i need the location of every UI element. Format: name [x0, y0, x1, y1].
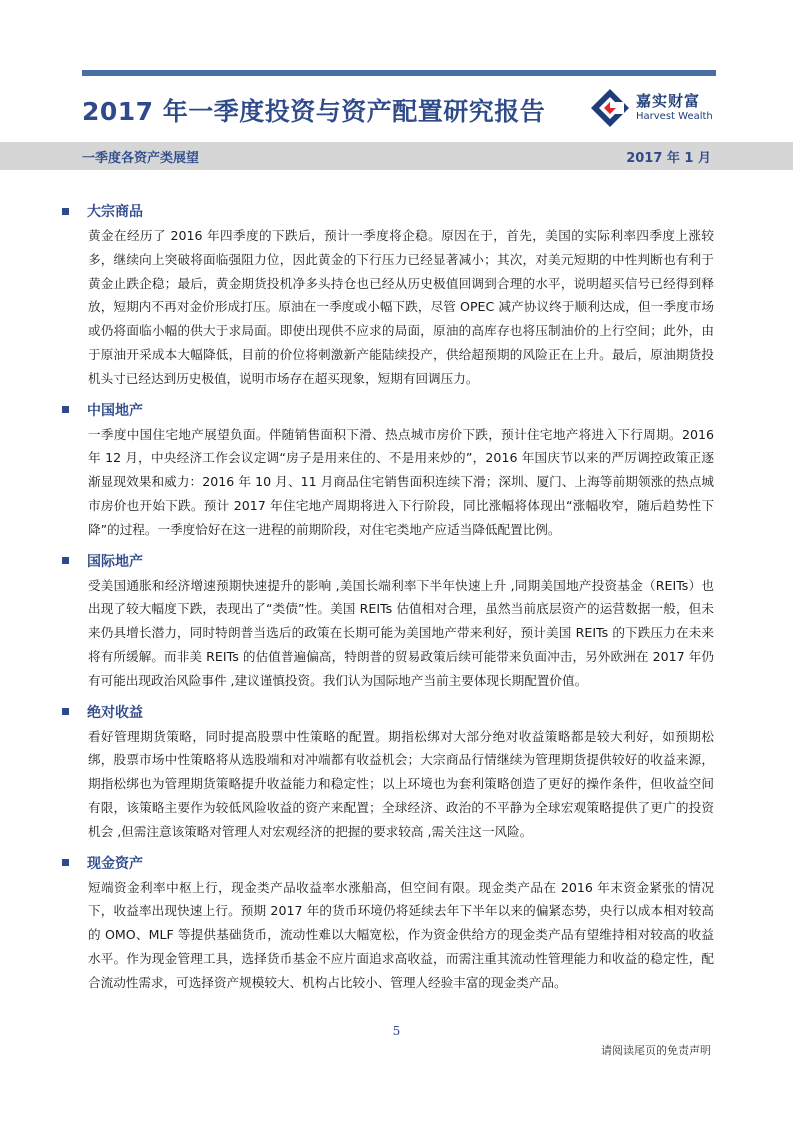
- section-bullet-icon: [62, 406, 69, 413]
- section-header: [58, 548, 718, 574]
- harvest-wealth-logo: [590, 88, 720, 128]
- section-bullet-icon: [62, 859, 69, 866]
- section-body: 黄金在经历了 2016 年四季度的下跌后，预计一季度将企稳。原因在于，首先，美国的实际利率四季度上涨较多，继续向上突破将面临强阻力位，因此黄金的下行压力已经显著减小；其次，对美元短期的中性判断也有利于黄金止跌企稳；最后，黄金期货投机净多头持仓也已经从历史极值回调到合理的水平，说明超买信号已经得到释放，短期内不再对金价形成打压。原油在一季度或小幅下跌，尽管 OPEC 减产协议终于顺利达成，但一季度市场或仍将面临小幅的供大于求局面。即使出现供不应求的局面，原油的高库存也将压制油价的上行空间；此外，由于原油开采成本大幅降低，目前的价位将刺激新产能陆续投产，供给超预期的风险正在上升。最后，原油期货投机头寸已经达到历史极值，说明市场存在超买现象，短期有回调压力。: [88, 228, 714, 386]
- section-title: 国际地产: [87, 553, 143, 570]
- section-absolute-return: [58, 699, 718, 844]
- section-title: 中国地产: [87, 402, 143, 419]
- section-body: 一季度中国住宅地产展望负面。伴随销售面积下滑、热点城市房价下跌，预计住宅地产将进入下行周期。2016 年 12 月，中央经济工作会议定调“房子是用来住的、不是用来炒的”，2016 年国庆节以来的严厉调控政策正逐渐显现效果和威力：2016 年 10 月、11 月商品住宅销售面积连续下滑；深圳、厦门、上海等前期领涨的热点城市房价也开始下跌。预计 2017 年住宅地产周期将进入下行阶段，同比涨幅将体现出“涨幅收窄，随后趋势性下降”的过程。一季度恰好在这一进程的前期阶段，对住宅类地产应适当降低配置比例。: [88, 426, 714, 537]
- section-header: [58, 699, 718, 725]
- section-title: 大宗商品: [87, 204, 143, 220]
- report-title: 2017 年一季度投资与资产配置研究报告: [82, 97, 546, 126]
- section-china-real-estate: [58, 397, 718, 542]
- section-bullet-icon: [62, 208, 69, 215]
- harvest-logo-icon: [590, 88, 630, 128]
- section-body: 受美国通胀和经济增速预期快速提升的影响 ,美国长端利率下半年快速上升 ,同期美国地产投资基金（REITs）也出现了较大幅度下跌，表现出了“类债”性。美国 REITs 估值相对合理，虽然当前底层资产的运营数据一般，但未来仍具增长潜力，同时特朗普当选后的政策在长期可能为美国地产带来利好，预计美国 REITs 的下跌压力在未来将有所缓解。而非美 REITs 的估值普遍偏高，特朗普的贸易政策后续可能带来负面冲击，另外欧洲在 2017 年仍有可能出现政治风险事件 ,建议谨慎投资。我们认为国际地产当前主要体现长期配置价值。: [88, 577, 714, 688]
- section-title: 现金资产: [87, 855, 143, 872]
- page-number: 5: [392, 1024, 401, 1038]
- section-header: [58, 198, 718, 224]
- section-title: 绝对收益: [87, 704, 143, 721]
- logo-english-name: Harvest Wealth: [636, 111, 713, 122]
- header-top-rule: [82, 70, 716, 76]
- section-body: 看好管理期货策略，同时提高股票中性策略的配置。期指松绑对大部分绝对收益策略都是较大利好，如预期松绑，股票市场中性策略将从选股端和对冲端都有收益机会；大宗商品行情继续为管理期货提供较好的收益来源，期指松绑也为管理期货策略提升收益能力和稳定性；以上环境也为套利策略创造了更好的操作条件，但收益空间有限，该策略主要作为较低风险收益的资产来配置；全球经济、政治的不平静为全球宏观策略提供了更广的投资机会 ,但需注意该策略对管理人对宏观经济的把握的要求较高 ,需关注这一风险。: [88, 728, 714, 839]
- section-bullet-icon: [62, 708, 69, 715]
- subtitle-left: 一季度各资产类展望: [82, 151, 200, 166]
- report-date: 2017 年 1 月: [626, 151, 711, 166]
- section-bullet-icon: [62, 557, 69, 564]
- section-body: 短端资金利率中枢上行，现金类产品收益率水涨船高，但空间有限。现金类产品在 2016 年末资金紧张的情况下，收益率出现快速上行。预期 2017 年的货币环境仍将延续去年下半年以来的偏紧态势，央行以成本相对较高的 OMO、MLF 等提供基础货币，流动性难以大幅宽松，作为资金供给方的现金类产品有望维持相对较高的收益水平。作为现金管理工具，选择货币基金不应片面追求高收益，而需注重其流动性管理能力和收益的稳定性，配合流动性需求，可选择资产规模较大、机构占比较小、管理人经验丰富的现金类产品。: [88, 879, 714, 990]
- section-international-real-estate: [58, 548, 718, 693]
- logo-chinese-name: 嘉实财富: [636, 92, 701, 110]
- section-header: [58, 850, 718, 876]
- disclaimer-note: 请阅读尾页的免责声明: [601, 1044, 711, 1057]
- asset-class-sections: [58, 198, 718, 1001]
- section-cash-assets: [58, 850, 718, 995]
- section-commodities: [58, 198, 718, 391]
- section-header: [58, 397, 718, 423]
